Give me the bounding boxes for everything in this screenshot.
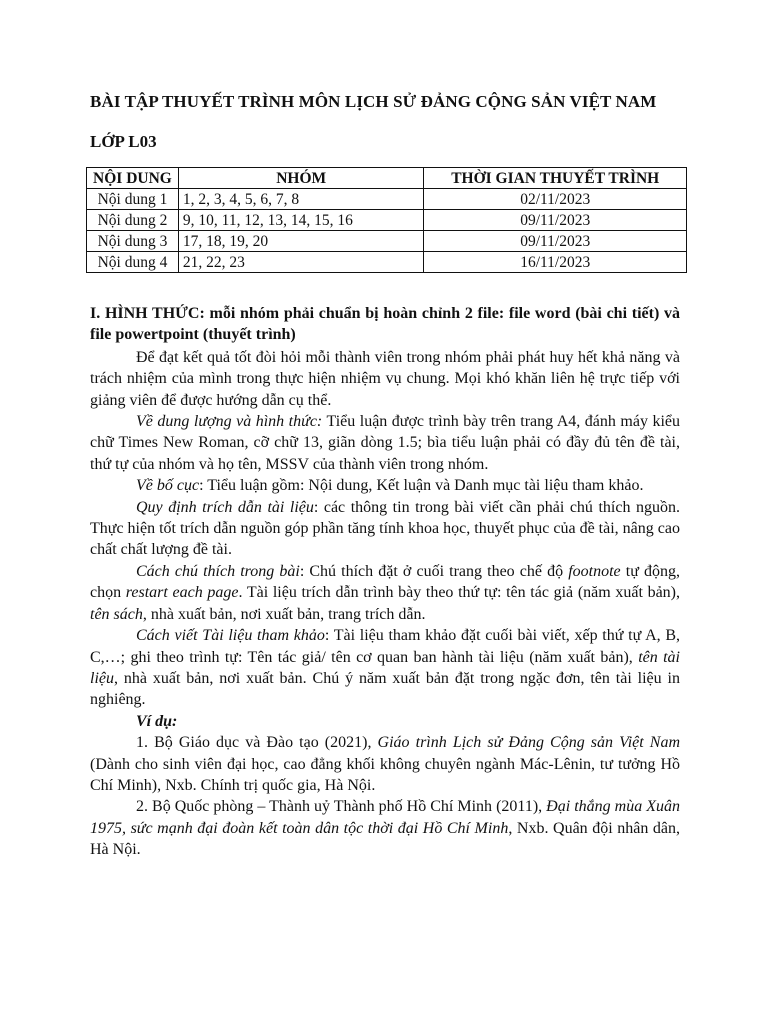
restart-term: restart each page (125, 584, 239, 602)
paragraph-format (90, 411, 680, 475)
table-row (87, 189, 687, 210)
footnotes-text-a: : Chú thích đặt ở cuối trang theo chế độ (299, 562, 569, 580)
footnote-term: footnote (568, 562, 621, 580)
header-content: NỘI DUNG (87, 168, 179, 189)
book-term: tên sách (90, 605, 143, 623)
cell-groups: 17, 18, 19, 20 (178, 231, 424, 252)
footnotes-text-b: tự động, chọn (90, 562, 680, 602)
document-term: tên tài liệu (90, 648, 681, 687)
example-2-author: 2. Bộ Quốc phòng – Thành uỷ Thành phố Hồ Chí Minh (2011), (136, 798, 547, 816)
format-text: Tiểu luận được trình bày trên trang A4, đánh máy kiểu chữ Times New Roman, cỡ chữ 13, giãn dòng 1.5; bìa tiểu luận phải có đầy đủ tên đề tài, thứ tự của nhóm và họ tên, MSSV của thành viên trong nhóm. (90, 413, 681, 473)
example-2-title: Đại thắng mùa Xuân 1975, sức mạnh đại đoàn kết toàn dân tộc thời đại Hồ Chí Minh (90, 798, 681, 837)
paragraph-footnotes (90, 561, 680, 625)
cell-date: 09/11/2023 (424, 210, 687, 231)
cell-groups: 9, 10, 11, 12, 13, 14, 15, 16 (178, 210, 424, 231)
cell-groups: 21, 22, 23 (178, 252, 424, 273)
class-label: LỚP L03 (90, 132, 157, 151)
paragraph-references (90, 625, 680, 711)
cell-date: 16/11/2023 (424, 252, 687, 273)
references-text-a: : Tài liệu tham khảo đặt cuối bài viết, xếp thứ tự A, B, C,…; ghi theo trình tự: Tên tác giả/ tên cơ quan ban hành tài liệu (năm xuất bản), (90, 627, 681, 666)
cell-content: Nội dung 4 (87, 252, 179, 273)
table-row (87, 252, 687, 273)
example-1-rest: (Dành cho sinh viên đại học, cao đẳng khối không chuyên ngành Mác-Lênin, tư tưởng Hồ Chí Minh), Nxb. Chính trị quốc gia, Hà Nội. (90, 755, 680, 794)
cell-date: 02/11/2023 (424, 189, 687, 210)
paragraph-example-label (90, 711, 680, 732)
example-1 (90, 732, 680, 796)
example-1-title: Giáo trình Lịch sử Đảng Cộng sản Việt Nam (377, 734, 680, 752)
references-text-b: , nhà xuất bản, nơi xuất bản. Chú ý năm xuất bản đặt trong ngặc đơn, tên tài liệu in nghiêng. (90, 669, 680, 709)
citation-rules-text: : các thông tin trong bài viết cần phải chú thích nguồn. Thực hiện tốt trích dẫn nguồn góp phần tăng tính khoa học, thuyết phục của đề tài, nâng cao chất chất lượng đề tài. (90, 498, 680, 559)
example-2 (90, 796, 680, 860)
structure-label: Về bố cục (136, 477, 200, 495)
citation-rules-label: Quy định trích dẫn tài liệu (136, 498, 314, 516)
structure-text: : Tiểu luận gồm: Nội dung, Kết luận và Danh mục tài liệu tham khảo. (199, 477, 644, 495)
table-header-row (87, 168, 687, 189)
footnotes-text-c: . Tài liệu trích dẫn trình bày theo thứ tự: tên tác giả (năm xuất bản), (238, 584, 680, 602)
footnotes-text-d: , nhà xuất bản, nơi xuất bản, trang trích dẫn. (142, 605, 426, 623)
example-2-rest: , Nxb. Quân đội nhân dân, Hà Nội. (90, 819, 680, 859)
document-title: BÀI TẬP THUYẾT TRÌNH MÔN LỊCH SỬ ĐẢNG CỘNG SẢN VIỆT NAM (90, 92, 657, 111)
paragraph-intro: Để đạt kết quả tốt đòi hỏi mỗi thành viên trong nhóm phải phát huy hết khả năng và trách nhiệm của mình trong thực hiện nhiệm vụ chung. Mọi khó khăn liên hệ trực tiếp với giảng viên để được hướng dẫn cụ thể. (90, 348, 680, 409)
table-row (87, 231, 687, 252)
paragraph-citation-rules (90, 497, 680, 561)
cell-groups: 1, 2, 3, 4, 5, 6, 7, 8 (178, 189, 424, 210)
example-1-author: 1. Bộ Giáo dục và Đào tạo (2021), (136, 734, 378, 752)
example-label: Ví dụ: (136, 712, 178, 730)
header-groups: NHÓM (178, 168, 424, 189)
cell-content: Nội dung 1 (87, 189, 179, 210)
table-row (87, 210, 687, 231)
cell-date: 09/11/2023 (424, 231, 687, 252)
section-heading: I. HÌNH THỨC: mỗi nhóm phải chuẩn bị hoàn chỉnh 2 file: file word (bài chi tiết) và file powertpoint (thuyết trình) (90, 305, 680, 344)
footnotes-label: Cách chú thích trong bài (136, 562, 300, 580)
schedule-table (86, 167, 687, 273)
references-label: Cách viết Tài liệu tham khảo (136, 627, 325, 645)
header-presentation-time: THỜI GIAN THUYẾT TRÌNH (424, 168, 687, 189)
cell-content: Nội dung 2 (87, 210, 179, 231)
body-text (90, 303, 680, 861)
paragraph-structure (90, 475, 680, 496)
format-label: Về dung lượng và hình thức: (136, 413, 323, 431)
cell-content: Nội dung 3 (87, 231, 179, 252)
